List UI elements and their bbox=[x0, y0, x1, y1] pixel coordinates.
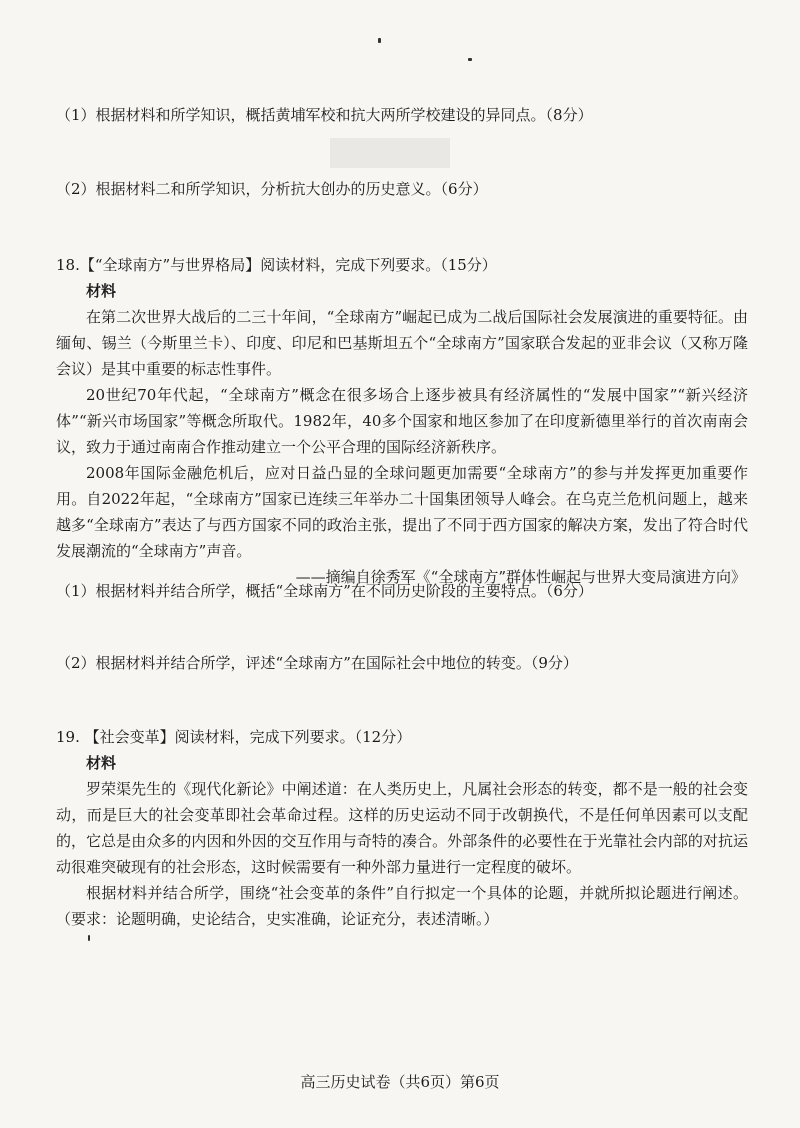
material-label: 材料 bbox=[86, 754, 117, 772]
scan-speck bbox=[378, 38, 381, 43]
question-17-part-2: （2）根据材料二和所学知识，分析抗大创办的历史意义。（6分） bbox=[56, 180, 488, 198]
bleed-through-shadow bbox=[330, 138, 450, 168]
question-18-part-1: （1）根据材料并结合所学，概括“全球南方”在不同历史阶段的主要特点。（6分） bbox=[56, 582, 593, 600]
material-paragraph: 2008年国际金融危机后，应对日益凸显的全球问题更加需要“全球南方”的参与并发挥更加重要作用。自2022年起，“全球南方”国家已连续三年举办二十国集团领导人峰会。在乌克兰危机问题上，越来越多“全球南方”表达了与西方国家不同的政治主张，提出了不同于西方国家的解决方案，发出了符合时代发展潮流的“全球南方”声音。 bbox=[56, 464, 748, 560]
question-19-heading: 19. 【社会变革】阅读材料，完成下列要求。（12分） bbox=[56, 728, 412, 746]
question-17-part-1: （1）根据材料和所学知识，概括黄埔军校和抗大两所学校建设的异同点。（8分） bbox=[56, 106, 593, 124]
material-paragraph: 20世纪70年代起，“全球南方”概念在很多场合上逐步被具有经济属性的“发展中国家”“新兴经济体”“新兴市场国家”等概念所取代。1982年，40多个国家和地区参加了在印度新德里举行的首次南南会议，致力于通过南南合作推动建立一个公平合理的国际经济新秩序。 bbox=[56, 386, 748, 456]
question-18-heading: 18.【“全球南方”与世界格局】阅读材料，完成下列要求。（15分） bbox=[56, 256, 497, 274]
page-footer: 高三历史试卷（共6页）第6页 bbox=[300, 1073, 500, 1091]
question-18 bbox=[56, 252, 748, 590]
scan-speck bbox=[88, 935, 90, 941]
material-paragraph: 在第二次世界大战后的二三十年间，“全球南方”崛起已成为二战后国际社会发展演进的重要特征。由缅甸、锡兰（今斯里兰卡）、印度、印尼和巴基斯坦五个“全球南方”国家联合发起的亚非会议（又称万隆会议）是其中重要的标志性事件。 bbox=[56, 308, 748, 378]
material-source: ——摘编自徐秀军《“全球南方”群体性崛起与世界大变局演进方向》 bbox=[295, 568, 746, 586]
task-paragraph: 根据材料并结合所学，围绕“社会变革的条件”自行拟定一个具体的论题，并就所拟论题进行阐述。（要求：论题明确，史论结合，史实准确，论证充分，表述清晰。） bbox=[56, 884, 748, 928]
question-18-part-2: （2）根据材料并结合所学，评述“全球南方”在国际社会中地位的转变。（9分） bbox=[56, 654, 578, 672]
scan-speck bbox=[468, 58, 472, 61]
material-label: 材料 bbox=[86, 282, 117, 300]
material-paragraph: 罗荣渠先生的《现代化新论》中阐述道：在人类历史上，凡属社会形态的转变，都不是一般的社会变动，而是巨大的社会变革即社会革命过程。这样的历史运动不同于改朝换代，不是任何单因素可以支配的，它总是由众多的内因和外因的交互作用与奇特的凑合。外部条件的必要性在于光靠社会内部的对抗运动很难突破现有的社会形态，这时候需要有一种外部力量进行一定程度的破坏。 bbox=[56, 780, 748, 876]
question-19 bbox=[56, 724, 748, 932]
